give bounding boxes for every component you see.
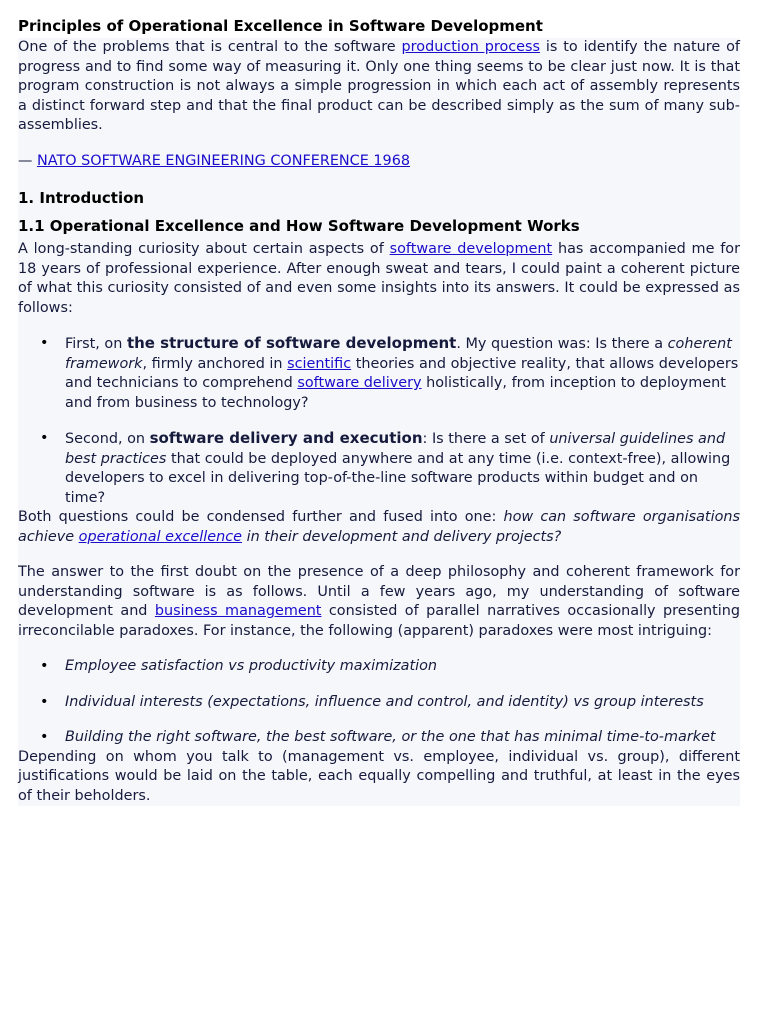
list-item: • Individual interests (expectations, influence and control, and identity) vs group interests xyxy=(18,693,740,713)
list-item xyxy=(18,429,740,508)
document-body xyxy=(18,14,740,806)
bullet-bold-text: the structure of software development xyxy=(126,334,457,352)
bullet-text: : Is there a set of xyxy=(422,431,550,447)
condensed-italic-text: how can software organisations achieve xyxy=(18,509,740,545)
bullet-text: , firmly anchored in xyxy=(142,355,288,372)
answer-paragraph xyxy=(18,563,740,641)
software-delivery-link[interactable]: software delivery xyxy=(297,375,422,391)
condensed-question-paragraph xyxy=(18,508,740,547)
closing-paragraph: Depending on whom you talk to (management vs. employee, individual vs. group), different justifications would be laid on the table, each equally compelling and truthful, at least in the eyes of their beholders. xyxy=(18,748,740,804)
business-management-link[interactable]: business management xyxy=(154,603,322,619)
quote-text-end: is to identify the nature of progress and to find some way of measuring it. Only one thing seems to be clear just now. It is that program construction is not always a simple progression in which each act of assembly represents a distinct forward step and that the final product can be described simply as the sum of many sub-assemblies. xyxy=(18,39,740,133)
epigraph-attribution xyxy=(18,152,740,172)
attribution-dash: — xyxy=(18,152,37,169)
subsection-heading: 1.1 Operational Excellence and How Software Development Works xyxy=(18,217,580,235)
questions-list xyxy=(18,334,740,508)
nato-conference-link[interactable]: NATO SOFTWARE ENGINEERING CONFERENCE 1968 xyxy=(36,152,411,169)
list-item: • Employee satisfaction vs productivity maximization xyxy=(18,657,740,677)
intro-text-start: A long-standing curiosity about certain aspects of xyxy=(18,241,390,257)
intro-paragraph xyxy=(18,240,740,318)
bullet-bold-text: software delivery and execution xyxy=(149,429,423,447)
answer-text-start: The answer to the first doubt on the presence of a deep philosophy and coherent framework for understanding software is as follows. Until a few years ago, my understanding of software development and xyxy=(18,564,740,619)
intro-text-end: has accompanied me for 18 years of professional experience. After enough sweat and tears, I could paint a coherent picture of what this curiosity consisted of and even some insights into its answers. It could be expressed as follows: xyxy=(18,241,741,316)
section-heading: 1. Introduction xyxy=(18,189,145,207)
condensed-italic-text-end: in their development and delivery projects? xyxy=(242,528,562,545)
epigraph-quote xyxy=(18,38,740,136)
paradoxes-list xyxy=(18,657,740,748)
operational-excellence-link[interactable]: operational excellence xyxy=(78,528,243,545)
bullet-text: that could be deployed anywhere and at any time (i.e. context-free), allowing developers to excel in delivering top-of-the-line software products within budget and on time? xyxy=(65,450,731,506)
list-item xyxy=(18,334,740,413)
list-item: • Building the right software, the best software, or the one that has minimal time-to-market xyxy=(18,728,740,748)
bullet-text: holistically, from inception to deployment and from business to technology? xyxy=(65,375,726,411)
answer-text-end: consisted of parallel narratives occasionally presenting irreconcilable paradoxes. For instance, the following (apparent) paradoxes were most intriguing: xyxy=(18,603,740,639)
condensed-text: Both questions could be condensed further and fused into one: xyxy=(18,509,504,525)
page-title: Principles of Operational Excellence in Software Development xyxy=(18,14,740,38)
quote-text-start: One of the problems that is central to the software xyxy=(18,39,402,55)
bullet-italic-text: coherent framework xyxy=(65,336,732,372)
bullet-text: . My question was: Is there a xyxy=(456,336,668,352)
production-process-link[interactable]: production process xyxy=(401,39,541,55)
bullet-text: Second, on xyxy=(65,431,150,447)
software-development-link[interactable]: software development xyxy=(389,241,553,257)
scientific-link[interactable]: scientific xyxy=(287,355,352,372)
bullet-italic-text: universal guidelines and best practices xyxy=(65,431,726,467)
bullet-text: theories and objective reality, that allows developers and technicians to comprehend xyxy=(65,355,739,391)
bullet-text: First, on xyxy=(65,336,127,352)
